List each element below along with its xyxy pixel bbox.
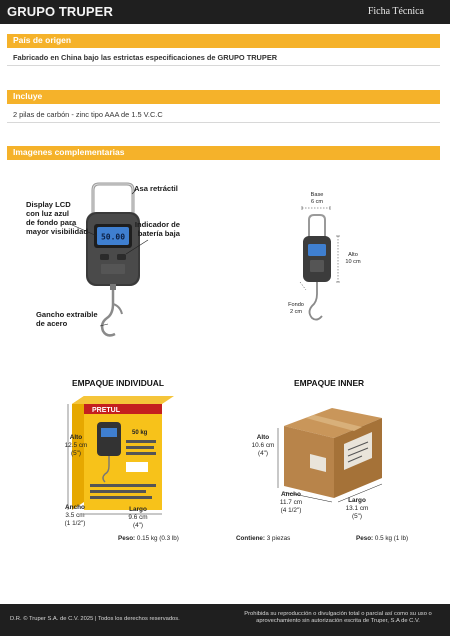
- dim-height-label: Alto: [348, 252, 358, 258]
- callout-hook-line-1: Gancho extraíble: [36, 310, 98, 319]
- callout-lcd-line-3: de fondo para: [26, 218, 77, 227]
- inner-height-value: 10.6 cm: [251, 442, 275, 449]
- section-includes-row: [7, 107, 440, 123]
- inner-width-label: Ancho: [281, 491, 301, 498]
- individual-height-value: 12.5 cm: [64, 442, 88, 449]
- inner-length: [336, 497, 378, 521]
- dim-height-value: 10 cm: [345, 258, 361, 265]
- callout-battery-line-1: Indicador de: [134, 220, 180, 229]
- packaging-inner-title: EMPAQUE INNER: [294, 378, 365, 388]
- individual-height-label: Alto: [69, 434, 83, 441]
- callout-battery-line-2: batería baja: [137, 229, 180, 238]
- individual-width: [54, 504, 96, 528]
- callout-lcd-line-4: mayor visibilidad: [26, 227, 89, 236]
- section-includes-header: [7, 90, 440, 104]
- document-type: Ficha Técnica: [367, 6, 424, 17]
- page-header: [0, 0, 450, 24]
- individual-weight-label: Peso:: [118, 535, 136, 542]
- packaging-individual-title: EMPAQUE INDIVIDUAL: [72, 378, 164, 388]
- page-footer: [0, 604, 450, 636]
- lcd-reading: 50.00: [100, 232, 126, 242]
- dim-height: [340, 252, 366, 265]
- scale-dimension-illustration: [290, 198, 350, 338]
- dim-base-value: 6 cm: [310, 198, 324, 205]
- individual-weight: [118, 535, 179, 542]
- individual-length-inch: (4"): [132, 522, 144, 529]
- individual-weight-value: 0.15 kg (0.3 lb): [136, 535, 179, 542]
- section-origin-text: Fabricado en China bajo las estrictas especificaciones de GRUPO TRUPER: [13, 53, 278, 62]
- individual-height-inch: (5"): [70, 450, 82, 457]
- section-images-title: Imagenes complementarias: [13, 147, 125, 157]
- inner-length-inch: (5"): [351, 513, 363, 520]
- callout-lcd-line-2: con luz azul: [26, 209, 70, 218]
- section-origin-row: [7, 50, 440, 66]
- footer-legal: Prohibida su reproducción o divulgación total o parcial así como su uso o aprovechamiento sin autorización escrita de Truper, S.A de C.V.: [244, 611, 432, 625]
- inner-height-inch: (4"): [257, 450, 269, 457]
- inner-contents: [236, 535, 290, 542]
- dim-base: [305, 192, 329, 205]
- individual-width-label: Ancho: [65, 504, 85, 511]
- section-origin-title: País de origen: [13, 35, 72, 45]
- inner-width-value: 11.7 cm: [279, 499, 303, 506]
- dim-base-label: Base: [310, 192, 324, 198]
- box-brand: PRETUL: [92, 407, 120, 414]
- cardboard-front: [284, 426, 334, 498]
- inner-contents-label: Contiene:: [236, 535, 266, 542]
- inner-height-label: Alto: [256, 434, 270, 441]
- callout-lcd: [26, 200, 106, 236]
- individual-height: [56, 434, 96, 458]
- inner-width-inch: (4 1/2"): [280, 507, 302, 514]
- box-capacity: 50 kg: [132, 430, 148, 436]
- footer-copyright: D.R. © Truper S.A. de C.V. 2025 | Todos los derechos reservados.: [10, 616, 180, 622]
- inner-contents-value: 3 piezas: [266, 535, 291, 542]
- callout-hook: [36, 310, 116, 328]
- callout-battery: [128, 220, 180, 238]
- individual-width-value: 3.5 cm: [65, 512, 85, 519]
- dim-depth: [284, 302, 308, 315]
- inner-height: [246, 434, 280, 458]
- brand-logo: GRUPO TRUPER: [7, 4, 113, 19]
- section-includes-title: Incluye: [13, 91, 43, 101]
- inner-length-value: 13.1 cm: [345, 505, 369, 512]
- inner-length-label: Largo: [348, 497, 366, 504]
- inner-weight-value: 0.5 kg (1 lb): [374, 535, 409, 542]
- inner-width: [270, 491, 312, 515]
- dim-depth-label: Fondo: [288, 302, 304, 308]
- section-origin-header: [7, 34, 440, 48]
- individual-length: [118, 506, 158, 530]
- callout-hook-line-2: de acero: [36, 319, 68, 328]
- individual-length-value: 9.6 cm: [128, 514, 148, 521]
- inner-weight: [356, 535, 408, 542]
- section-includes-text: 2 pilas de carbón - zinc tipo AAA de 1.5 V.C.C: [13, 110, 163, 119]
- individual-length-label: Largo: [129, 506, 147, 513]
- individual-width-inch: (1 1/2"): [64, 520, 86, 527]
- section-images-header: [7, 146, 440, 160]
- dim-depth-value: 2 cm: [289, 308, 303, 315]
- callout-retractable-handle: Asa retráctil: [134, 184, 178, 193]
- inner-weight-label: Peso:: [356, 535, 374, 542]
- callout-lcd-line-1: Display LCD: [26, 200, 71, 209]
